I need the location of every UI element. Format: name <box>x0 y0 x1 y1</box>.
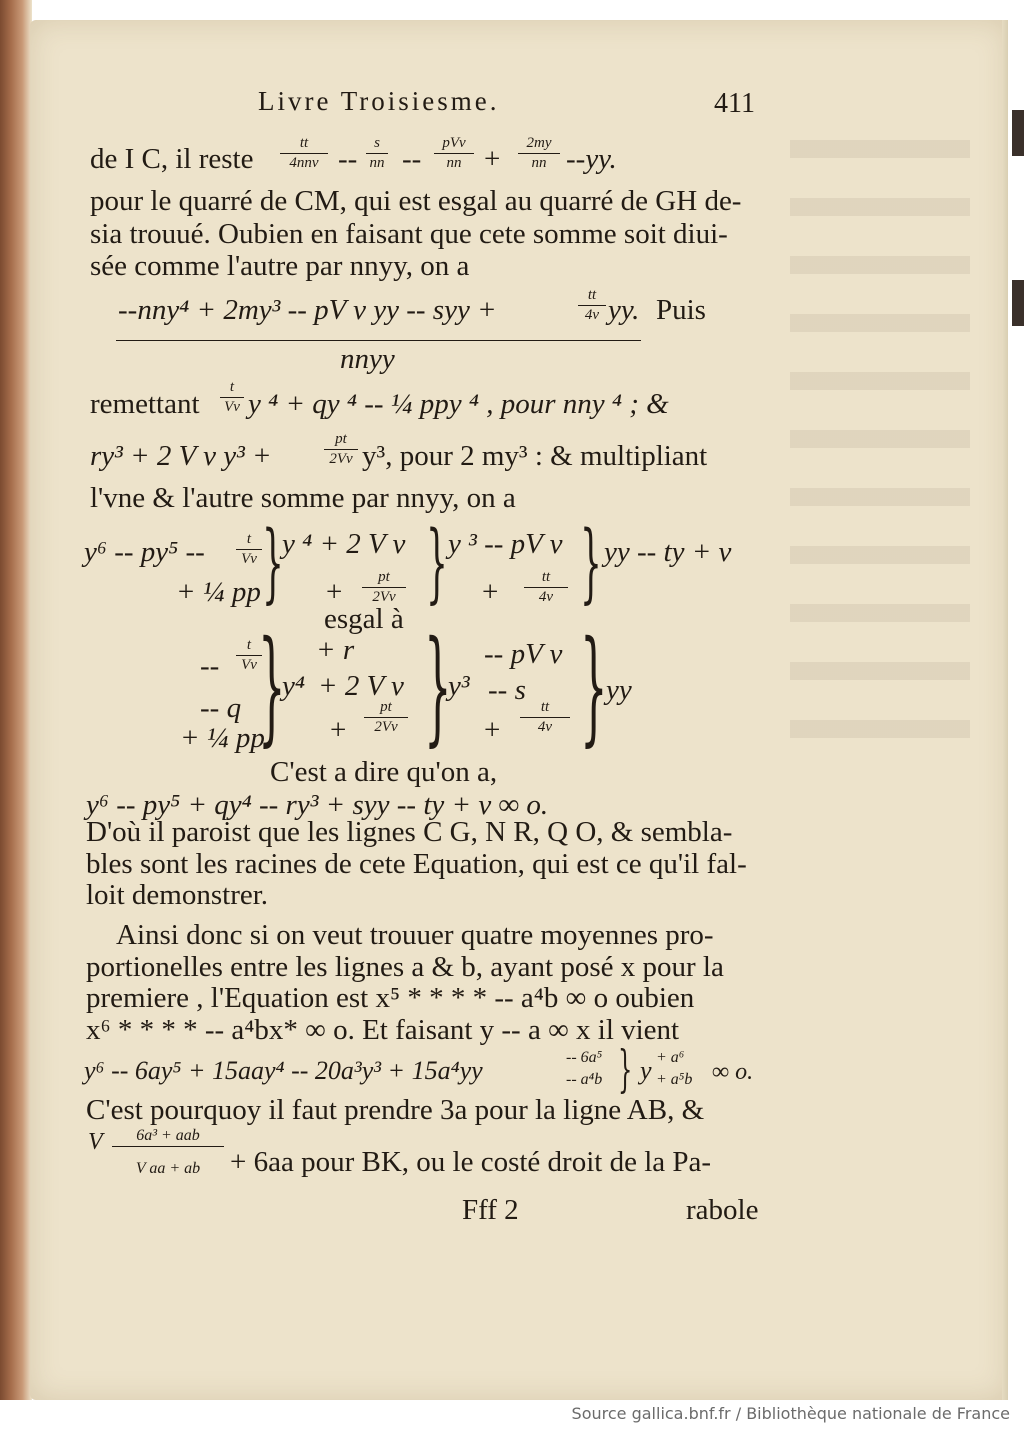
source-attribution: Source gallica.bnf.fr / Bibliothèque nationale de France <box>571 1404 1010 1423</box>
fraction <box>366 136 388 171</box>
fraction-numerator: tt <box>520 700 570 718</box>
signature-mark: Fff 2 <box>462 1194 519 1226</box>
line-14: premiere , l'Equation est x⁵ * * * * -- a⁴b ∞ o oubien <box>86 982 695 1014</box>
fraction-denominator: V aa + ab <box>135 1160 201 1177</box>
fraction-numerator: t <box>220 380 244 398</box>
fraction <box>324 432 358 467</box>
fraction <box>518 136 560 171</box>
fraction-denominator: 2Vv <box>374 719 398 735</box>
operator: -- <box>402 143 422 175</box>
page-tab-marker <box>1012 280 1024 326</box>
operator: -- <box>338 143 358 175</box>
operator: -- <box>200 650 220 682</box>
brace-eq-1-left-2: + ¼ pp <box>176 576 261 608</box>
line-1-text: de I C, il reste <box>90 143 254 175</box>
equation-1-numerator: --nny⁴ + 2my³ -- pV v yy -- syy + <box>118 294 497 326</box>
line-16-math: y⁶ -- 6ay⁵ + 15aay⁴ -- 20a³y³ + 15a⁴yy <box>84 1056 483 1085</box>
fraction-numerator: pVv <box>434 136 474 154</box>
fraction-denominator: nn <box>531 155 547 171</box>
line-2: pour le quarré de CM, qui est esgal au quarré de GH de- <box>90 185 742 217</box>
brace-eq-2-2v: + 2 V v <box>318 670 404 702</box>
brace-eq-2-y4: y⁴ <box>282 670 305 702</box>
fraction-denominator: Vv <box>241 551 257 567</box>
fraction-numerator: 6a³ + aab <box>112 1128 224 1147</box>
right-brace-icon: } <box>618 1040 633 1098</box>
fraction <box>220 380 244 415</box>
fraction-numerator: pt <box>324 432 358 450</box>
operator: + <box>330 714 347 746</box>
fraction <box>520 700 570 735</box>
equation-1-denominator: nnyy <box>340 343 395 375</box>
line-5-text: remettant <box>90 388 200 420</box>
fraction-denominator: Vv <box>224 399 240 415</box>
fraction-denominator: 4v <box>537 719 553 735</box>
line-11: loit demonstrer. <box>86 879 269 911</box>
brace-eq-1-col3: y ³ -- pV v <box>448 528 563 560</box>
fraction-numerator: tt <box>524 570 568 588</box>
line-10: bles sont les racines de cete Equation, qui est ce qu'il fal- <box>86 848 747 880</box>
line-8-equation: y⁶ -- py⁵ + qy⁴ -- ry³ + syy -- ty + v ∞ o. <box>86 789 549 821</box>
fraction-numerator: tt <box>280 136 328 154</box>
brace-eq-1-left: y⁶ -- py⁵ -- <box>84 536 205 568</box>
page-number: 411 <box>714 88 755 119</box>
right-brace-icon: } <box>426 513 448 613</box>
radical-sign: V <box>88 1129 103 1155</box>
cest-a-dire: C'est a dire qu'on a, <box>270 756 498 788</box>
line-13: portionelles entre les lignes a & b, ayant posé x pour la <box>86 951 724 983</box>
running-title: Livre Troisiesme. <box>258 86 500 116</box>
line-16-upper: -- 6a⁵ <box>566 1049 603 1066</box>
line-12: Ainsi donc si on veut trouuer quatre moyennes pro- <box>116 919 714 951</box>
fraction <box>364 700 408 735</box>
line-9: D'où il paroist que les lignes C G, N R, Q O, & sembla- <box>86 816 733 848</box>
brace-eq-2-pp: + ¼ pp <box>180 722 265 754</box>
right-brace-icon: } <box>580 615 608 759</box>
fraction <box>112 1128 224 1177</box>
fraction-numerator: tt <box>578 288 606 306</box>
line-16-lower-2: + a⁵b <box>656 1071 693 1088</box>
line-17: C'est pourquoy il faut prendre 3a pour la ligne AB, & <box>86 1094 705 1126</box>
page-tab-marker <box>1012 110 1024 156</box>
line-3: sia trouué. Oubien en faisant que cete somme soit diui- <box>90 218 728 250</box>
fraction-numerator: t <box>236 638 262 656</box>
equation-1-puis: Puis <box>656 294 706 326</box>
operator: + <box>326 576 343 608</box>
line-6-text: y³, pour 2 my³ : & multipliant <box>362 440 708 472</box>
line-15: x⁶ * * * * -- a⁴bx* ∞ o. Et faisant y -- a ∞ x il vient <box>86 1014 680 1046</box>
fraction-numerator: pt <box>362 570 406 588</box>
operator: + <box>484 143 501 175</box>
brace-eq-2-y3: y³ <box>448 670 470 702</box>
fraction-numerator: t <box>236 532 262 550</box>
bleed-through-texture <box>790 140 970 760</box>
fraction <box>362 570 406 605</box>
equation-1-end: yy. <box>608 294 640 326</box>
book-spine <box>0 0 32 1400</box>
fraction-denominator: 4v <box>584 307 600 323</box>
fraction-denominator: Vv <box>241 657 257 673</box>
fraction-denominator: 4nnv <box>289 155 319 171</box>
line-18-text: + 6aa pour BK, ou le costé droit de la Pa- <box>230 1146 712 1178</box>
brace-eq-2-r: + r <box>316 634 355 666</box>
fraction <box>578 288 606 323</box>
line-4: sée comme l'autre par nnyy, on a <box>90 250 470 282</box>
right-brace-icon: } <box>580 513 602 613</box>
brace-eq-2-s: -- s <box>488 674 526 706</box>
line-6-math: ry³ + 2 V v y³ + <box>90 440 272 472</box>
line-7: l'vne & l'autre somme par nnyy, on a <box>90 482 516 514</box>
fraction-denominator: nn <box>446 155 462 171</box>
right-brace-icon: } <box>262 513 284 613</box>
line-5-math: y ⁴ + qy ⁴ -- ¼ ppy ⁴ , pour nny ⁴ ; & <box>248 388 669 420</box>
fraction <box>236 532 262 567</box>
brace-eq-1-tail: yy -- ty + v <box>604 536 732 568</box>
fraction-numerator: s <box>366 136 388 154</box>
catchword: rabole <box>686 1194 759 1226</box>
brace-eq-2-q: -- q <box>200 692 242 724</box>
brace-eq-2-yy: yy <box>606 674 632 706</box>
fraction <box>524 570 568 605</box>
fraction-denominator: 2Vv <box>372 589 396 605</box>
fraction-numerator: 2my <box>518 136 560 154</box>
brace-eq-1-col2: y ⁴ + 2 V v <box>282 528 406 560</box>
line-16-upper-2: + a⁶ <box>656 1049 685 1066</box>
right-brace-icon: } <box>424 615 452 759</box>
fraction-denominator: nn <box>369 155 385 171</box>
page-edge <box>1002 20 1008 1400</box>
esgal-label: esgal à <box>324 603 404 635</box>
operator: + <box>484 714 501 746</box>
fraction-denominator: 4v <box>538 589 554 605</box>
fraction-denominator: 2Vv <box>329 451 353 467</box>
line-1-end: --yy. <box>566 143 617 175</box>
line-16-end: ∞ o. <box>712 1059 754 1085</box>
line-16-y: y <box>640 1056 652 1085</box>
fraction-numerator: pt <box>364 700 408 718</box>
brace-eq-2-pv: -- pV v <box>484 638 563 670</box>
line-16-lower: -- a⁴b <box>566 1071 603 1088</box>
fraction-bar <box>116 340 641 341</box>
fraction <box>434 136 474 171</box>
fraction <box>280 136 328 171</box>
right-brace-icon: } <box>258 615 286 759</box>
operator: + <box>482 576 499 608</box>
